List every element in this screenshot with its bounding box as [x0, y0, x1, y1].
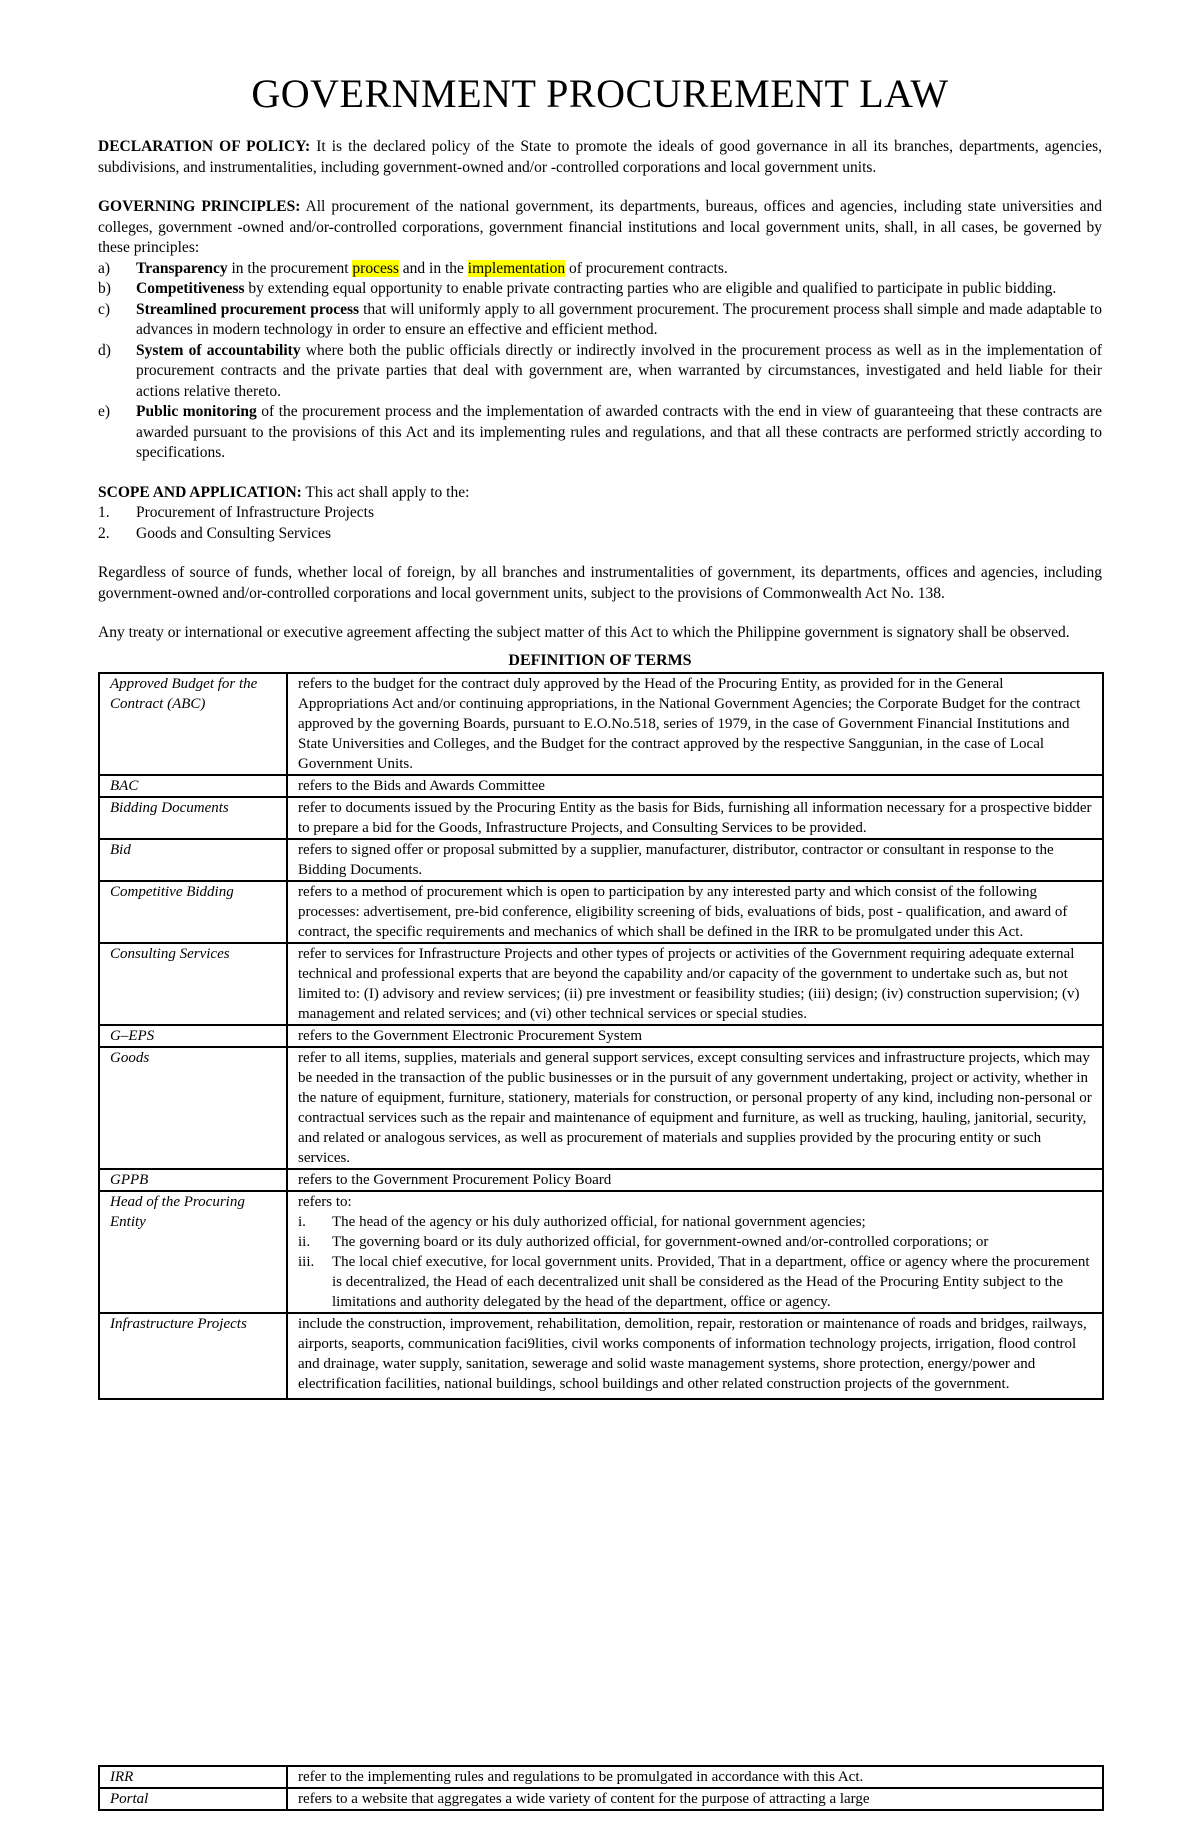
definition-cell: refer to all items, supplies, materials and general support services, except consulting services and infrastructure projects, which may be needed in the transaction of the public businesses or in the pursuit of any government undertaking, project or activity, whether in the nature of equipment, furniture, stationery, materials for construction, or personal property of any kind, including non-personal or contractual services such as the repair and maintenance of equipment and furniture, as well as trucking, hauling, janitorial, security, and related or analogous services, as well as procurement of materials and supplies provided by the procuring entity or such services.	[287, 1047, 1103, 1169]
definitions-table	[98, 672, 1104, 1400]
list-item: c) Streamlined procurement process that will uniformly apply to all government procurement. The procurement process shall simple and made adaptable to advances in modern technology in order to ensure an effective and efficient method.	[98, 300, 1102, 338]
definition-cell: refers to a method of procurement which is open to participation by any interested party and which consist of the following processes: advertisement, pre-bid conference, eligibility screening of bids, evaluations of bids, post - qualification, and award of contract, the specific requirements and mechanics of which shall be defined in the IRR to be promulgated under this Act.	[287, 881, 1103, 943]
list-item: d) System of accountability where both the public officials directly or indirectly involved in the procurement process as well as in the implementation of procurement contracts and the private parties that deal with government are, when warranted by circumstances, investigated and held liable for their actions relative thereto.	[98, 341, 1102, 400]
term-cell: Infrastructure Projects	[99, 1313, 287, 1399]
definition-cell: refers to the Bids and Awards Committee	[287, 775, 1103, 797]
definition-cell: refers to the budget for the contract duly approved by the Head of the Procuring Entity, as provided for in the General Appropriations Act and/or continuing appropriations, in the National Government Agencies; the Corporate Budget for the contract approved by the governing Boards, pursuant to E.O.No.518, series of 1979, in the case of Government Financial Institutions and State Universities and Colleges, and the Budget for the contract approved by the respective Sanggunian, in the case of Local Government Units.	[287, 673, 1103, 775]
term-cell: Head of the Procuring Entity	[99, 1191, 287, 1313]
table-row	[99, 1169, 1103, 1191]
governing-principles	[98, 197, 1102, 464]
principles-lead: GOVERNING PRINCIPLES:	[98, 198, 301, 215]
declaration-lead: DECLARATION OF POLICY:	[98, 138, 311, 155]
term-cell: GPPB	[99, 1169, 287, 1191]
term-cell: Portal	[99, 1788, 287, 1810]
table-row	[99, 1025, 1103, 1047]
list-item: b) Competitiveness by extending equal opportunity to enable private contracting parties who are eligible and qualified to participate in public bidding.	[98, 280, 1057, 297]
table-row	[99, 1788, 1103, 1810]
definition-cell: refers to signed offer or proposal submitted by a supplier, manufacturer, distributor, contractor or consultant in response to the Bidding Documents.	[287, 839, 1103, 881]
term-cell: IRR	[99, 1766, 287, 1788]
definition-cell: refer to services for Infrastructure Projects and other types of projects or activities of the Government requiring adequate external technical and professional experts that are beyond the capability and/or capacity of the government to undertake such as, but not limited to: (I) advisory and review services; (ii) pre investment or feasibility studies; (iii) design; (iv) construction supervision; (v) management and related services; and (vi) other technical services or special studies.	[287, 943, 1103, 1025]
scope-list	[98, 503, 1102, 544]
paragraph-treaty: Any treaty or international or executive agreement affecting the subject matter of this Act to which the Philippine government is signatory shall be observed.	[98, 624, 1070, 641]
definition-cell: refers to the Government Electronic Procurement System	[287, 1025, 1103, 1047]
highlighted-text: implementation	[467, 259, 566, 277]
term-cell: BAC	[99, 775, 287, 797]
term-cell: Bidding Documents	[99, 797, 287, 839]
table-row	[99, 1313, 1103, 1399]
scope-lead: SCOPE AND APPLICATION:	[98, 483, 302, 501]
definition-cell: refer to documents issued by the Procuring Entity as the basis for Bids, furnishing all information necessary for a prospective bidder to prepare a bid for the Goods, Infrastructure Projects, and Consulting Services to be provided.	[287, 797, 1103, 839]
highlighted-text: process	[352, 259, 399, 277]
page-title: GOVERNMENT PROCUREMENT LAW	[251, 71, 949, 116]
term-cell: Competitive Bidding	[99, 881, 287, 943]
list-item: 1. Procurement of Infrastructure Projects	[98, 504, 375, 521]
term-cell: G–EPS	[99, 1025, 287, 1047]
list-item: a) Transparency in the procurement process and in the implementation of procurement contracts.	[98, 259, 728, 277]
list-item: 2. Goods and Consulting Services	[98, 524, 332, 542]
sub-item: ii. The governing board or its duly authorized official, for government-owned and/or-controlled corporations; or	[298, 1233, 989, 1250]
term-cell: Approved Budget for the Contract (ABC)	[99, 673, 287, 775]
definitions-title: DEFINITION OF TERMS	[508, 651, 692, 669]
table-row	[99, 1766, 1103, 1788]
paragraph-funds: Regardless of source of funds, whether local of foreign, by all branches and instrumentalities of government, its departments, offices and agencies, including government-owned and/or-controlled corporations and local government units, subject to the provisions of Commonwealth Act No. 138.	[98, 564, 1102, 602]
term-cell: Bid	[99, 839, 287, 881]
definitions-table-continued	[98, 1765, 1104, 1811]
table-row	[99, 1047, 1103, 1169]
definition-cell: refer to the implementing rules and regulations to be promulgated in accordance with this Act.	[287, 1766, 1103, 1788]
principles-list	[98, 259, 1102, 464]
declaration-text: It is the declared policy of the State to promote the ideals of good governance in all its branches, departments, agencies, subdivisions, and instrumentalities, including government-owned and/or -controlled corporations and local government units.	[98, 138, 1102, 176]
table-row	[99, 943, 1103, 1025]
declaration-of-policy	[98, 137, 1102, 178]
term-cell: Goods	[99, 1047, 287, 1169]
table-row	[99, 797, 1103, 839]
scope-and-application	[98, 483, 1102, 545]
definition-cell: refers to a website that aggregates a wide variety of content for the purpose of attracting a large	[287, 1788, 1103, 1810]
term-cell: Consulting Services	[99, 943, 287, 1025]
table-row: Head of the Procuring Entity refers to: i. The head of the agency or his duly authorized official, for national government agencies; ii. The governing board or its duly authorized official, for government-owned and/or-controlled corporations; or iii. The local chief executive, for local government units. Provided, That in a department, office or agency where the procurement is decentralized, the Head of each decentralized unit shall be considered as the Head of the Procuring Entity subject to the limitations and authority delegated by the head of the department, office or agency.	[99, 1191, 1103, 1313]
document-page	[98, 70, 1102, 1400]
sub-item: i. The head of the agency or his duly authorized official, for national government agencies;	[298, 1213, 866, 1230]
table-row	[99, 775, 1103, 797]
table-row	[99, 673, 1103, 775]
principles-text: All procurement of the national government, its departments, bureaus, offices and agencies, including state universities and colleges, government -owned and/or-controlled corporations, government financial institutions and local government units, shall, in all cases, be governed by these principles:	[98, 198, 1102, 256]
definition-cell: refers to the Government Procurement Policy Board	[287, 1169, 1103, 1191]
list-item: e) Public monitoring of the procurement process and the implementation of awarded contracts with the end in view of guaranteeing that these contracts are awarded pursuant to the provisions of this Act and its implementing rules and regulations, and that all these contracts are performed strictly according to specifications.	[98, 403, 1102, 461]
definition-cell: include the construction, improvement, rehabilitation, demolition, repair, restoration or maintenance of roads and bridges, railways, airports, seaports, communication faci9lities, civil works components of information technology projects, irrigation, flood control and drainage, water supply, sanitation, sewerage and solid waste management systems, shore protection, energy/power and electrification facilities, national buildings, school buildings and other related construction projects of the government.	[287, 1313, 1103, 1399]
sub-item: iii. The local chief executive, for local government units. Provided, That in a department, office or agency where the procurement is decentralized, the Head of each decentralized unit shall be considered as the Head of the Procuring Entity subject to the limitations and authority delegated by the head of the department, office or agency.	[298, 1253, 1090, 1310]
table-row	[99, 839, 1103, 881]
table-row	[99, 881, 1103, 943]
scope-text: This act shall apply to the:	[301, 483, 470, 501]
